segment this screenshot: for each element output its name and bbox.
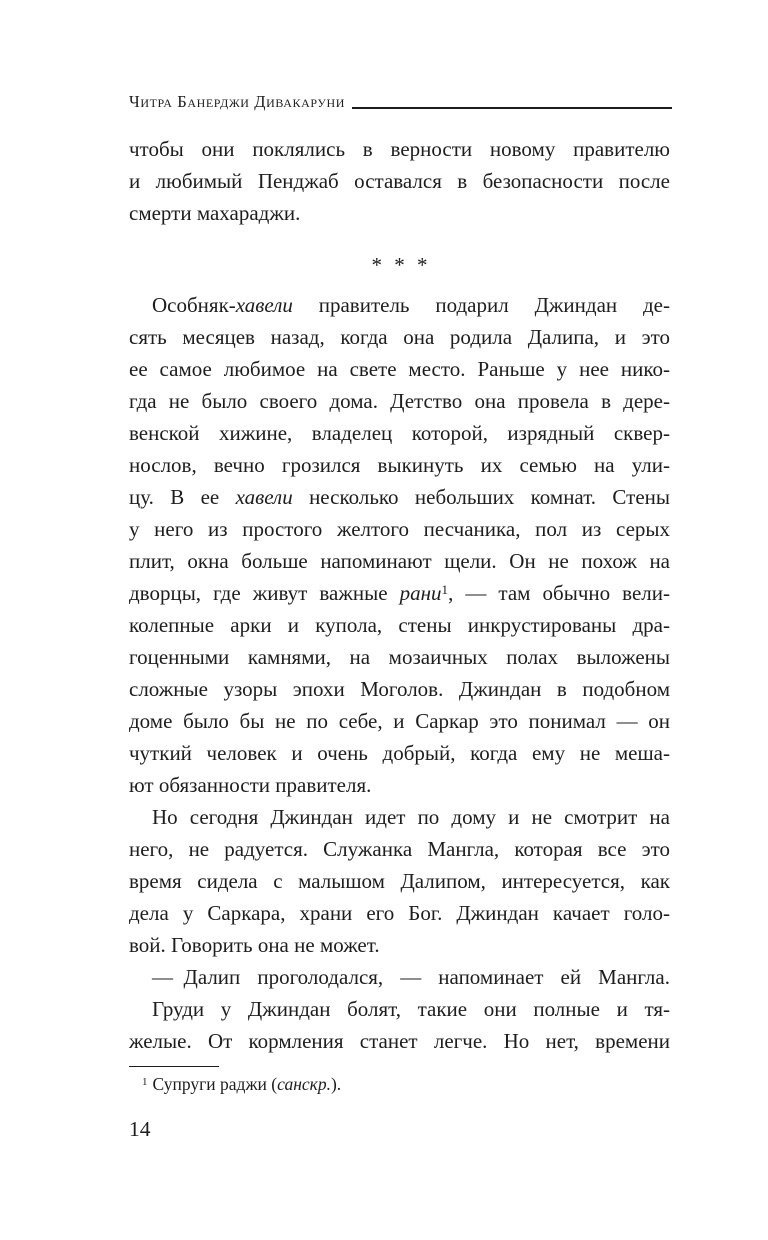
text-run: дела у Саркара, храни его Бог. Джиндан качает голо- — [129, 901, 670, 925]
text-line — [129, 1025, 670, 1057]
text-line — [129, 737, 670, 769]
text-line — [129, 385, 670, 417]
text-line — [129, 513, 670, 545]
text-line — [129, 321, 670, 353]
text-line — [129, 133, 670, 165]
text-line — [129, 833, 670, 865]
running-header — [129, 92, 672, 112]
text-line — [129, 993, 670, 1025]
paragraph — [129, 133, 670, 229]
text-line — [129, 673, 670, 705]
text-run: нослов, вечно грозился выкинуть их семью на ули- — [129, 453, 670, 477]
text-run: у него из простого желтого песчаника, пол из серых — [129, 517, 670, 541]
text-line — [129, 289, 670, 321]
footnote-area — [129, 1066, 670, 1100]
text-line — [129, 641, 670, 673]
text-run: желые. От кормления станет легче. Но нет, времени — [129, 1029, 670, 1053]
text-line — [129, 545, 670, 577]
text-run: дворцы, где живут важные — [129, 581, 400, 605]
paragraph — [129, 961, 670, 993]
text-line — [129, 165, 670, 197]
text-run: несколько небольших комнат. Стены — [292, 485, 670, 509]
text-line — [129, 801, 670, 833]
text-run: — Далип проголодался, — напоминает ей Мангла. — [152, 965, 670, 989]
text-line — [129, 961, 670, 993]
text-run: Супруги раджи ( — [152, 1074, 278, 1094]
text-run: плит, окна больше напоминают щели. Он не похож на — [129, 549, 670, 573]
text-run: гоценными камнями, на мозаичных полах выложены — [129, 645, 670, 669]
text-run: чуткий человек и очень добрый, когда ему не меша- — [129, 741, 670, 765]
text-run: ее самое любимое на свете место. Раньше у нее нико- — [129, 357, 670, 381]
text-line — [129, 417, 670, 449]
text-run: время сидела с малышом Далипом, интересуется, как — [129, 869, 670, 893]
text-run: вой. Говорить она не может. — [129, 933, 380, 957]
text-line — [129, 609, 670, 641]
text-run: Груди у Джиндан болят, такие они полные и тя- — [152, 997, 670, 1021]
footnote — [129, 1072, 670, 1100]
text-run: него, не радуется. Служанка Мангла, которая все это — [129, 837, 670, 861]
text-run: ют обязанности правителя. — [129, 773, 372, 797]
text-line — [129, 929, 670, 961]
body-text — [129, 133, 670, 1057]
text-line — [129, 353, 670, 385]
text-line — [129, 577, 670, 609]
text-run: доме было бы не по себе, и Саркар это понимал — он — [129, 709, 670, 733]
section-separator: * * * — [371, 253, 428, 277]
footnote-marker: 1 — [142, 1076, 148, 1088]
text-run: смерти махараджи. — [129, 201, 301, 225]
text-run: Но сегодня Джиндан идет по дому и не смотрит на — [152, 805, 670, 829]
author-name: Читра Банерджи Дивакаруни — [129, 92, 345, 111]
footnote-text — [153, 1074, 342, 1094]
text-line — [129, 449, 670, 481]
text-line — [129, 865, 670, 897]
text-run: цу. В ее — [129, 485, 236, 509]
text-line — [129, 197, 670, 229]
paragraph — [129, 993, 670, 1057]
paragraph — [129, 289, 670, 801]
text-run: Особняк- — [152, 293, 236, 317]
paragraph — [129, 801, 670, 961]
text-line — [129, 897, 670, 929]
italic-term: санскр. — [277, 1074, 331, 1094]
text-run: чтобы они поклялись в верности новому правителю — [129, 137, 670, 161]
text-run: и любимый Пенджаб оставался в безопасности после — [129, 169, 670, 193]
text-run: колепные арки и купола, стены инкрустированы дра- — [129, 613, 670, 637]
text-run: , — там обычно вели- — [448, 581, 671, 605]
text-run: гда не было своего дома. Детство она провела в дере- — [129, 389, 670, 413]
text-run: сять месяцев назад, когда она родила Далипа, и это — [129, 325, 670, 349]
footnote-rule — [129, 1066, 219, 1067]
text-run: ). — [330, 1074, 342, 1094]
text-line — [129, 705, 670, 737]
text-line — [129, 481, 670, 513]
text-line — [129, 769, 670, 801]
text-run: венской хижине, владелец которой, изрядный сквер- — [129, 421, 670, 445]
text-run: правитель подарил Джиндан де- — [292, 293, 670, 317]
italic-term: хавели — [235, 485, 293, 509]
footnote-reference: 1 — [441, 582, 449, 598]
text-run: сложные узоры эпохи Моголов. Джиндан в подобном — [129, 677, 670, 701]
page-number: 14 — [129, 1117, 151, 1141]
italic-term: рани — [399, 581, 442, 605]
header-rule — [352, 92, 672, 109]
italic-term: хавели — [235, 293, 293, 317]
